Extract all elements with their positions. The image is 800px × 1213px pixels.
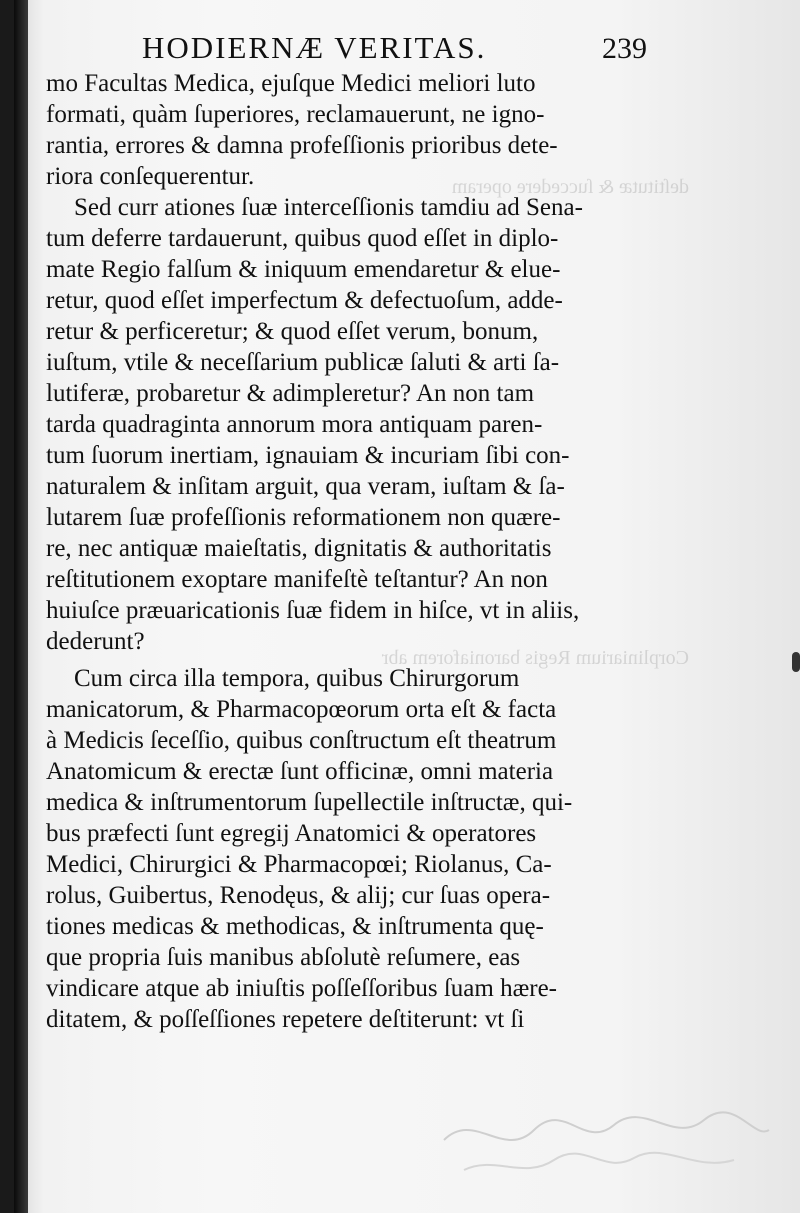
page-blemish <box>792 652 800 672</box>
bleed-through-text: Corpliniarium Regis baroniaforem abr <box>381 647 689 669</box>
text-line: huiuſce præuaricationis ſuæ fidem in hiſce, vt in aliis, <box>46 597 580 624</box>
paragraph-start-line: Cum circa illa tempora, quibus Chirurgorum <box>74 665 520 692</box>
faded-handwritten-annotation <box>434 1100 774 1190</box>
text-line: ditatem, & poſſeſſiones repetere deſtiterunt: vt ſi <box>46 1006 525 1033</box>
text-line: re, nec antiquæ maieſtatis, dignitatis & authoritatis <box>46 535 552 562</box>
text-line: riora conſequerentur. <box>46 163 255 190</box>
text-line: vindicare atque ab iniuſtis poſſeſſoribus ſuam hære- <box>46 975 557 1002</box>
binding-gutter-shadow <box>14 0 28 1213</box>
text-line: formati, quàm ſuperiores, reclamauerunt, ne igno- <box>46 101 545 128</box>
bleed-through-text: deſtitutæ & ſuccedere operam <box>451 176 689 198</box>
text-line: bus præfecti ſunt egregij Anatomici & operatores <box>46 820 537 847</box>
text-line: iuſtum, vtile & neceſſarium publicæ ſaluti & arti ſa- <box>46 349 560 376</box>
text-line: manicatorum, & Pharmacopœorum orta eſt & facta <box>46 696 557 723</box>
text-line: dederunt? <box>46 628 145 655</box>
text-line: lutarem ſuæ profeſſionis reformationem non quære- <box>46 504 561 531</box>
text-line: rolus, Guibertus, Renodęus, & alij; cur ſuas opera- <box>46 882 551 909</box>
text-line: tiones medicas & methodicas, & inſtrumenta quę- <box>46 913 544 940</box>
paragraph-start-line: Sed curr ationes ſuæ interceſſionis tamdiu ad Sena- <box>74 194 583 221</box>
text-line: mate Regio falſum & iniquum emendaretur & elue- <box>46 256 561 283</box>
text-line: lutiferæ, probaretur & adimpleretur? An non tam <box>46 380 535 407</box>
text-line: tarda quadraginta annorum mora antiquam paren- <box>46 411 543 438</box>
text-line: tum deferre tardauerunt, quibus quod eſſet in diplo- <box>46 225 559 252</box>
text-line: Anatomicum & erectæ ſunt officinæ, omni materia <box>46 758 554 785</box>
page-number: 239 <box>602 32 647 65</box>
text-line: à Medicis ſeceſſio, quibus conſtructum eſt theatrum <box>46 727 557 754</box>
text-line: rantia, errores & damna profeſſionis prioribus dete- <box>46 132 558 159</box>
running-title: HODIERNÆ VERITAS. <box>142 30 487 65</box>
text-line: medica & inſtrumentorum ſupellectile inſtructæ, qui- <box>46 789 573 816</box>
book-page <box>14 0 800 1213</box>
body-text <box>46 68 646 1035</box>
text-line: retur, quod eſſet imperfectum & defectuoſum, adde- <box>46 287 563 314</box>
text-line: tum ſuorum inertiam, ignauiam & incuriam ſibi con- <box>46 442 570 469</box>
text-line: retur & perficeretur; & quod eſſet verum, bonum, <box>46 318 539 345</box>
page-header <box>14 30 800 70</box>
text-line: mo Facultas Medica, ejuſque Medici meliori luto <box>46 70 536 97</box>
text-line: que propria ſuis manibus abſolutè reſumere, eas <box>46 944 521 971</box>
text-line: Medici, Chirurgici & Pharmacopœi; Riolanus, Ca- <box>46 851 552 878</box>
text-line: naturalem & inſitam arguit, qua veram, iuſtam & ſa- <box>46 473 565 500</box>
text-line: reſtitutionem exoptare manifeſtè teſtantur? An non <box>46 566 548 593</box>
